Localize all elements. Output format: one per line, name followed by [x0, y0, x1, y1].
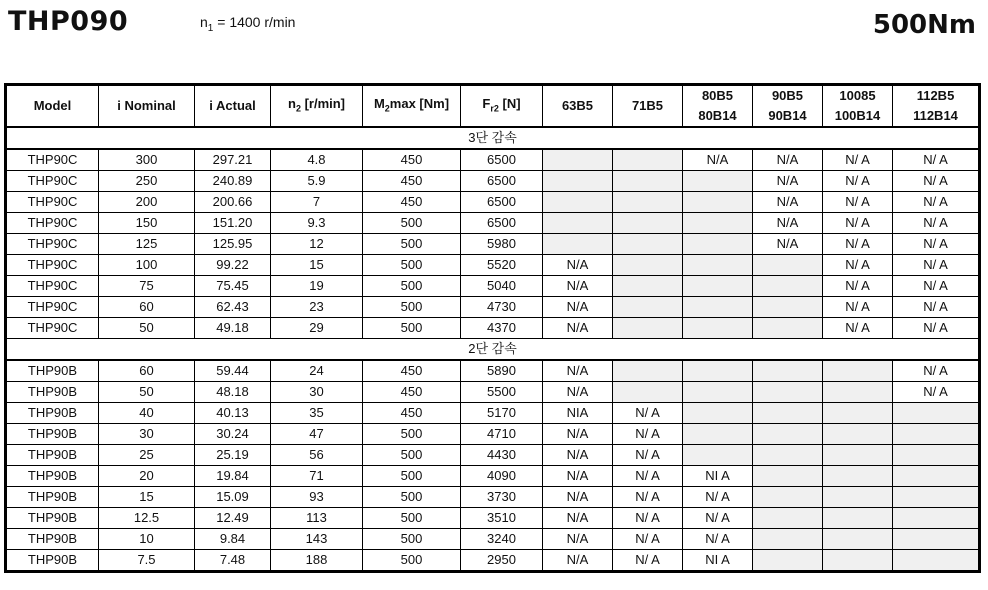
- cell-c100: [823, 529, 893, 550]
- cell-i_nom: 50: [99, 318, 195, 339]
- table-body: [6, 127, 980, 572]
- cell-c71: [613, 213, 683, 234]
- cell-c71: [613, 255, 683, 276]
- cell-i_nom: 150: [99, 213, 195, 234]
- table-row: [6, 192, 980, 213]
- cell-model: THP90B: [6, 487, 99, 508]
- cell-i_act: 12.49: [195, 508, 271, 529]
- cell-i_act: 59.44: [195, 360, 271, 382]
- table-row: [6, 466, 980, 487]
- cell-i_act: 49.18: [195, 318, 271, 339]
- cell-m2: 500: [363, 213, 461, 234]
- cell-m2: 500: [363, 297, 461, 318]
- cell-c112: N/ A: [893, 149, 980, 171]
- cell-m2: 450: [363, 382, 461, 403]
- cell-c80: [683, 445, 753, 466]
- cell-c80: NI A: [683, 466, 753, 487]
- cell-c90: [753, 360, 823, 382]
- col-n2: [271, 85, 363, 128]
- table-row: [6, 445, 980, 466]
- cell-fr2: 6500: [461, 149, 543, 171]
- cell-c71: N/ A: [613, 529, 683, 550]
- cell-c80: [683, 255, 753, 276]
- table-row: [6, 424, 980, 445]
- cell-c63: N/A: [543, 382, 613, 403]
- cell-c63: N/A: [543, 487, 613, 508]
- section-header-row: [6, 127, 980, 149]
- cell-c63: N/A: [543, 445, 613, 466]
- cell-c80: N/ A: [683, 487, 753, 508]
- cell-m2: 450: [363, 149, 461, 171]
- cell-c63: [543, 149, 613, 171]
- table-row: [6, 508, 980, 529]
- cell-i_act: 297.21: [195, 149, 271, 171]
- cell-n2: 12: [271, 234, 363, 255]
- cell-model: THP90B: [6, 529, 99, 550]
- cell-c71: N/ A: [613, 445, 683, 466]
- fr2-post: [N]: [498, 95, 521, 111]
- cell-c71: [613, 276, 683, 297]
- cell-c112: [893, 424, 980, 445]
- section-header-row: [6, 339, 980, 361]
- cell-model: THP90B: [6, 403, 99, 424]
- cell-i_nom: 20: [99, 466, 195, 487]
- cell-i_nom: 200: [99, 192, 195, 213]
- cell-n2: 35: [271, 403, 363, 424]
- cell-model: THP90B: [6, 360, 99, 382]
- cell-c63: N/A: [543, 276, 613, 297]
- table-row: [6, 360, 980, 382]
- table-row: [6, 318, 980, 339]
- cell-c90: N/A: [753, 234, 823, 255]
- table-row: [6, 171, 980, 192]
- cell-fr2: 5980: [461, 234, 543, 255]
- col-100b5: [823, 85, 893, 128]
- cell-i_nom: 100: [99, 255, 195, 276]
- cell-c71: [613, 297, 683, 318]
- col-100-line1: 10085: [839, 88, 876, 103]
- cell-fr2: 3510: [461, 508, 543, 529]
- cell-fr2: 2950: [461, 550, 543, 572]
- cell-c71: N/ A: [613, 403, 683, 424]
- cell-i_act: 7.48: [195, 550, 271, 572]
- torque-rating: 500Nm: [872, 10, 976, 40]
- cell-i_nom: 50: [99, 382, 195, 403]
- cell-c112: N/ A: [893, 297, 980, 318]
- page-title: THP090: [8, 6, 129, 37]
- col-80b5: [683, 85, 753, 128]
- cell-c90: N/A: [753, 149, 823, 171]
- cell-c100: N/ A: [823, 192, 893, 213]
- cell-c71: [613, 382, 683, 403]
- cell-m2: 500: [363, 255, 461, 276]
- cell-c80: [683, 171, 753, 192]
- cell-fr2: 4710: [461, 424, 543, 445]
- cell-m2: 500: [363, 529, 461, 550]
- cell-n2: 113: [271, 508, 363, 529]
- cell-n2: 5.9: [271, 171, 363, 192]
- cell-m2: 500: [363, 276, 461, 297]
- cell-n2: 15: [271, 255, 363, 276]
- cell-c100: N/ A: [823, 297, 893, 318]
- table-row: [6, 550, 980, 572]
- section-label: 3단 감속: [6, 127, 980, 149]
- col-71b5: 71B5: [613, 85, 683, 128]
- n2-sub: 2: [295, 103, 301, 114]
- cell-n2: 71: [271, 466, 363, 487]
- cell-c63: N/A: [543, 255, 613, 276]
- cell-n2: 143: [271, 529, 363, 550]
- cell-fr2: 3240: [461, 529, 543, 550]
- cell-c80: N/ A: [683, 529, 753, 550]
- col-100-line2: 100B14: [834, 108, 881, 123]
- cell-c90: N/A: [753, 171, 823, 192]
- cell-c100: N/ A: [823, 234, 893, 255]
- col-90-line2: 90B14: [768, 108, 807, 123]
- cell-c71: N/ A: [613, 508, 683, 529]
- cell-model: THP90B: [6, 508, 99, 529]
- cell-fr2: 4370: [461, 318, 543, 339]
- cell-c112: [893, 508, 980, 529]
- cell-c71: N/ A: [613, 466, 683, 487]
- cell-c112: N/ A: [893, 255, 980, 276]
- cell-c63: [543, 192, 613, 213]
- cell-m2: 450: [363, 360, 461, 382]
- cell-m2: 500: [363, 508, 461, 529]
- cell-c63: N/A: [543, 508, 613, 529]
- cell-c112: N/ A: [893, 234, 980, 255]
- cell-m2: 500: [363, 445, 461, 466]
- cell-fr2: 6500: [461, 192, 543, 213]
- cell-c112: N/ A: [893, 171, 980, 192]
- cell-i_nom: 7.5: [99, 550, 195, 572]
- speed-suffix: = 1400 r/min: [213, 14, 296, 30]
- cell-fr2: 5890: [461, 360, 543, 382]
- cell-i_nom: 15: [99, 487, 195, 508]
- cell-c90: [753, 529, 823, 550]
- cell-c63: N/A: [543, 297, 613, 318]
- cell-model: THP90C: [6, 297, 99, 318]
- m2-sub: 2: [384, 103, 390, 114]
- table-row: [6, 149, 980, 171]
- cell-c63: N/A: [543, 360, 613, 382]
- cell-i_nom: 12.5: [99, 508, 195, 529]
- cell-c80: [683, 360, 753, 382]
- cell-c90: [753, 382, 823, 403]
- cell-c100: N/ A: [823, 255, 893, 276]
- cell-i_act: 62.43: [195, 297, 271, 318]
- cell-i_act: 15.09: [195, 487, 271, 508]
- col-112-line1: 112B5: [916, 88, 955, 103]
- cell-m2: 500: [363, 550, 461, 572]
- cell-i_act: 9.84: [195, 529, 271, 550]
- n2-pre: n: [287, 95, 296, 111]
- cell-c90: [753, 403, 823, 424]
- cell-c100: [823, 445, 893, 466]
- speed-prefix: n: [200, 14, 208, 30]
- cell-fr2: 5520: [461, 255, 543, 276]
- cell-c90: [753, 508, 823, 529]
- cell-fr2: 5040: [461, 276, 543, 297]
- cell-model: THP90C: [6, 192, 99, 213]
- col-112-line2: 112B14: [913, 108, 958, 123]
- m2-post: max [Nm]: [389, 95, 450, 111]
- cell-i_act: 25.19: [195, 445, 271, 466]
- cell-c63: N/A: [543, 424, 613, 445]
- cell-c71: N/ A: [613, 424, 683, 445]
- cell-n2: 4.8: [271, 149, 363, 171]
- cell-c112: N/ A: [893, 382, 980, 403]
- cell-i_act: 40.13: [195, 403, 271, 424]
- cell-c80: [683, 234, 753, 255]
- col-i-nominal: i Nominal: [99, 85, 195, 128]
- col-112b5: [893, 85, 980, 128]
- cell-n2: 29: [271, 318, 363, 339]
- spec-table: [4, 83, 981, 573]
- cell-c80: N/A: [683, 149, 753, 171]
- cell-i_nom: 30: [99, 424, 195, 445]
- cell-i_nom: 60: [99, 360, 195, 382]
- cell-c100: N/ A: [823, 171, 893, 192]
- cell-c100: N/ A: [823, 318, 893, 339]
- fr2-pre: F: [482, 95, 491, 111]
- cell-i_nom: 10: [99, 529, 195, 550]
- cell-c112: [893, 550, 980, 572]
- cell-model: THP90B: [6, 424, 99, 445]
- cell-c90: [753, 255, 823, 276]
- cell-c63: N/A: [543, 529, 613, 550]
- cell-c112: [893, 529, 980, 550]
- cell-i_nom: 25: [99, 445, 195, 466]
- cell-i_nom: 40: [99, 403, 195, 424]
- table-row: [6, 255, 980, 276]
- cell-model: THP90C: [6, 234, 99, 255]
- col-90b5: [753, 85, 823, 128]
- cell-c63: [543, 171, 613, 192]
- cell-c90: [753, 466, 823, 487]
- cell-model: THP90C: [6, 255, 99, 276]
- cell-model: THP90C: [6, 318, 99, 339]
- cell-c100: [823, 550, 893, 572]
- section-label: 2단 감속: [6, 339, 980, 361]
- cell-c71: [613, 360, 683, 382]
- table-row: [6, 234, 980, 255]
- cell-c100: N/ A: [823, 276, 893, 297]
- cell-n2: 188: [271, 550, 363, 572]
- cell-i_nom: 125: [99, 234, 195, 255]
- cell-c90: [753, 487, 823, 508]
- cell-c100: [823, 508, 893, 529]
- col-m2max: [363, 85, 461, 128]
- cell-i_act: 48.18: [195, 382, 271, 403]
- cell-i_nom: 250: [99, 171, 195, 192]
- speed-sub: 1: [207, 22, 214, 34]
- table-row: [6, 213, 980, 234]
- cell-c80: [683, 297, 753, 318]
- cell-c63: N/A: [543, 466, 613, 487]
- cell-c80: [683, 318, 753, 339]
- cell-c100: [823, 403, 893, 424]
- cell-c71: N/ A: [613, 487, 683, 508]
- cell-n2: 24: [271, 360, 363, 382]
- cell-c90: N/A: [753, 213, 823, 234]
- cell-n2: 9.3: [271, 213, 363, 234]
- col-i-actual: i Actual: [195, 85, 271, 128]
- cell-c71: [613, 192, 683, 213]
- col-90-line1: 90B5: [771, 88, 804, 103]
- cell-n2: 47: [271, 424, 363, 445]
- cell-c100: [823, 424, 893, 445]
- cell-c71: [613, 149, 683, 171]
- cell-fr2: 5500: [461, 382, 543, 403]
- table-row: [6, 487, 980, 508]
- input-speed: [200, 14, 295, 34]
- cell-c112: N/ A: [893, 192, 980, 213]
- cell-i_act: 19.84: [195, 466, 271, 487]
- cell-c100: [823, 360, 893, 382]
- cell-model: THP90C: [6, 213, 99, 234]
- cell-m2: 500: [363, 466, 461, 487]
- cell-i_act: 75.45: [195, 276, 271, 297]
- cell-m2: 500: [363, 318, 461, 339]
- m2-pre: M: [373, 95, 385, 111]
- cell-m2: 450: [363, 171, 461, 192]
- cell-c100: [823, 487, 893, 508]
- cell-i_act: 240.89: [195, 171, 271, 192]
- cell-model: THP90B: [6, 550, 99, 572]
- cell-model: THP90C: [6, 276, 99, 297]
- cell-fr2: 4730: [461, 297, 543, 318]
- cell-c80: [683, 192, 753, 213]
- cell-i_act: 200.66: [195, 192, 271, 213]
- cell-c71: [613, 234, 683, 255]
- cell-c112: [893, 445, 980, 466]
- cell-c63: [543, 213, 613, 234]
- cell-m2: 500: [363, 234, 461, 255]
- cell-model: THP90B: [6, 382, 99, 403]
- cell-fr2: 4090: [461, 466, 543, 487]
- cell-c90: [753, 276, 823, 297]
- cell-c71: [613, 171, 683, 192]
- cell-c90: [753, 297, 823, 318]
- cell-c100: N/ A: [823, 213, 893, 234]
- cell-c100: N/ A: [823, 149, 893, 171]
- col-model: Model: [6, 85, 99, 128]
- cell-fr2: 3730: [461, 487, 543, 508]
- col-63b5: 63B5: [543, 85, 613, 128]
- cell-c63: [543, 234, 613, 255]
- cell-c63: N/A: [543, 318, 613, 339]
- cell-i_act: 151.20: [195, 213, 271, 234]
- cell-fr2: 6500: [461, 171, 543, 192]
- cell-fr2: 5170: [461, 403, 543, 424]
- cell-c71: N/ A: [613, 550, 683, 572]
- col-80-line1: 80B5: [701, 88, 734, 103]
- cell-n2: 30: [271, 382, 363, 403]
- table-row: [6, 276, 980, 297]
- cell-c71: [613, 318, 683, 339]
- cell-fr2: 4430: [461, 445, 543, 466]
- header-row: [6, 85, 980, 128]
- cell-c80: [683, 403, 753, 424]
- cell-c112: [893, 466, 980, 487]
- table-row: [6, 382, 980, 403]
- cell-c80: [683, 213, 753, 234]
- cell-c112: N/ A: [893, 318, 980, 339]
- cell-i_nom: 75: [99, 276, 195, 297]
- cell-c90: [753, 318, 823, 339]
- cell-c90: [753, 445, 823, 466]
- cell-i_nom: 60: [99, 297, 195, 318]
- cell-m2: 450: [363, 192, 461, 213]
- cell-c80: [683, 276, 753, 297]
- cell-i_act: 125.95: [195, 234, 271, 255]
- cell-c80: N/ A: [683, 508, 753, 529]
- cell-n2: 23: [271, 297, 363, 318]
- cell-n2: 7: [271, 192, 363, 213]
- n2-post: [r/min]: [300, 95, 346, 111]
- cell-m2: 450: [363, 403, 461, 424]
- cell-n2: 56: [271, 445, 363, 466]
- cell-n2: 19: [271, 276, 363, 297]
- cell-c100: [823, 466, 893, 487]
- cell-n2: 93: [271, 487, 363, 508]
- cell-c90: [753, 424, 823, 445]
- col-80-line2: 80B14: [698, 108, 737, 123]
- cell-c90: N/A: [753, 192, 823, 213]
- cell-i_nom: 300: [99, 149, 195, 171]
- cell-c90: [753, 550, 823, 572]
- cell-i_act: 99.22: [195, 255, 271, 276]
- cell-i_act: 30.24: [195, 424, 271, 445]
- cell-c112: [893, 403, 980, 424]
- cell-c112: N/ A: [893, 360, 980, 382]
- cell-c112: N/ A: [893, 276, 980, 297]
- cell-c63: N/A: [543, 550, 613, 572]
- fr2-sub: r2: [490, 103, 499, 114]
- cell-c100: [823, 382, 893, 403]
- cell-c112: [893, 487, 980, 508]
- cell-m2: 500: [363, 487, 461, 508]
- table-row: [6, 529, 980, 550]
- table-row: [6, 297, 980, 318]
- cell-m2: 500: [363, 424, 461, 445]
- cell-model: THP90C: [6, 171, 99, 192]
- cell-model: THP90C: [6, 149, 99, 171]
- cell-model: THP90B: [6, 445, 99, 466]
- cell-c80: [683, 382, 753, 403]
- cell-c80: [683, 424, 753, 445]
- cell-c80: NI A: [683, 550, 753, 572]
- col-fr2: [461, 85, 543, 128]
- cell-c63: NIA: [543, 403, 613, 424]
- cell-model: THP90B: [6, 466, 99, 487]
- cell-fr2: 6500: [461, 213, 543, 234]
- table-row: [6, 403, 980, 424]
- cell-c112: N/ A: [893, 213, 980, 234]
